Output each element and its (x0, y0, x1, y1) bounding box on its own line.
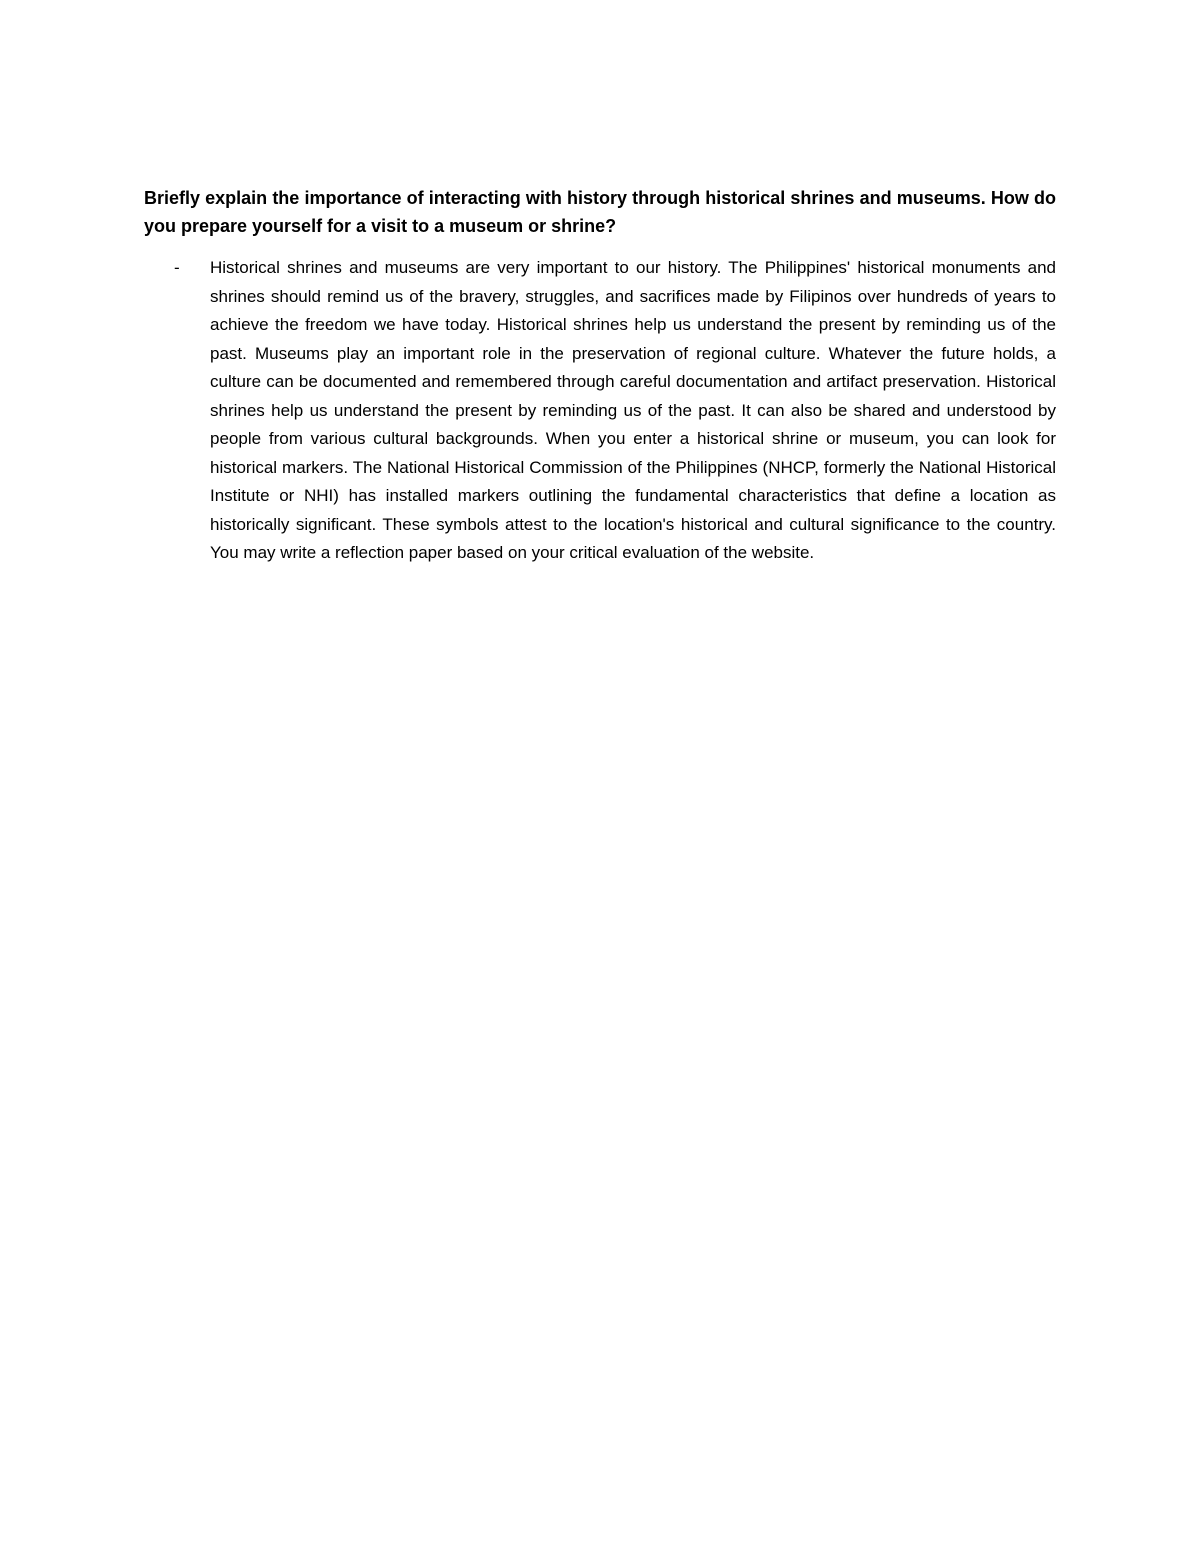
answer-list (144, 254, 1056, 568)
question-text: Briefly explain the importance of interacting with history through historical shrines and museums. How do you prepare yourself for a visit to a museum or shrine? (144, 188, 1056, 236)
list-item (144, 254, 1056, 568)
document-body (144, 184, 1056, 568)
dash-bullet: - (174, 258, 180, 277)
answer-text: Historical shrines and museums are very important to our history. The Philippines' historical monuments and shrines should remind us of the bravery, struggles, and sacrifices made by Filipinos over hundreds of years to achieve the freedom we have today. Historical shrines help us understand the present by reminding us of the past. Museums play an important role in the preservation of regional culture. Whatever the future holds, a culture can be documented and remembered through careful documentation and artifact preservation. Historical shrines help us understand the present by reminding us of the past. It can also be shared and understood by people from various cultural backgrounds. When you enter a historical shrine or museum, you can look for historical markers. The National Historical Commission of the Philippines (NHCP, formerly the National Historical Institute or NHI) has installed markers outlining the fundamental characteristics that define a location as historically significant. These symbols attest to the location's historical and cultural significance to the country. You may write a reflection paper based on your critical evaluation of the website. (210, 258, 1056, 562)
